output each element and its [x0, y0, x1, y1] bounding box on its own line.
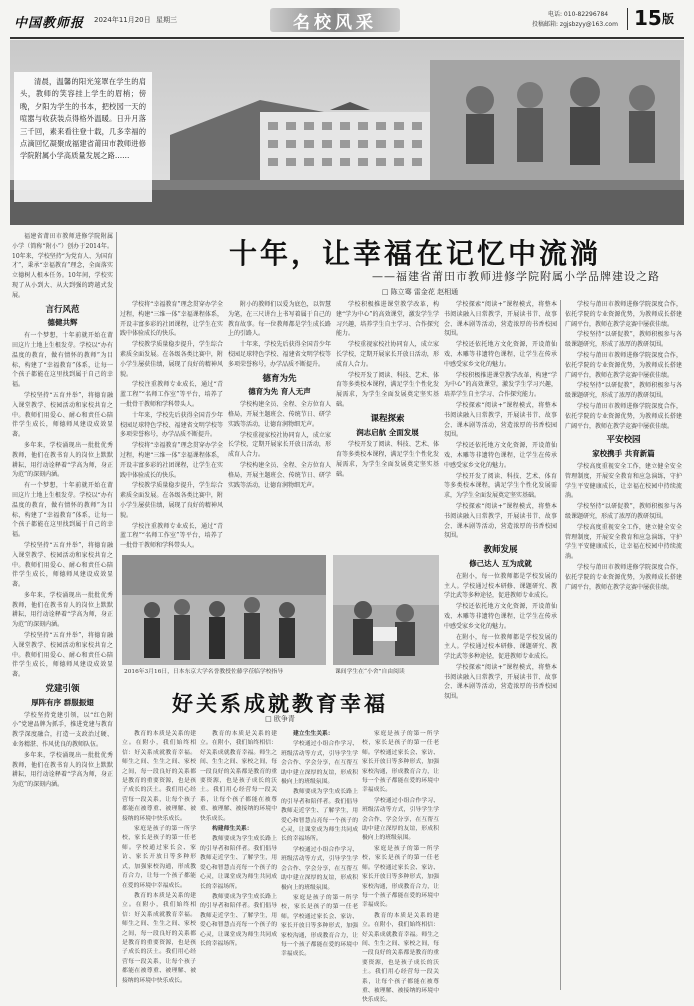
subheading-5: 教师发展 — [483, 545, 518, 556]
visit-photo — [122, 555, 326, 665]
visit-photo-illustration — [122, 555, 326, 665]
subheading-4: 课程探索 — [370, 413, 405, 424]
paragraph: 十年来，学校先后获得全国青少年校园足球特色学校、福建省文明学校等多项荣誉称号，办学品质不断提升。 — [120, 411, 223, 439]
article-column-1 — [12, 232, 113, 987]
paragraph: 教师要成为学生成长路上的引导者和陪伴者。我们倡导教师走近学生、了解学生，用爱心和智慧点亮每一个孩子的心灵，让课堂成为师生共同成长的幸福场所。 — [200, 836, 277, 890]
paragraph: 学校通过小组合作学习、班级活动等方式，引导学生学会合作、学会分享，在互帮互助中建立深厚的友谊，形成积极向上的班级氛围。 — [281, 741, 358, 786]
paragraph: 学校与莆田市教师进修学院深度合作，依托学院的专业资源优势，为教师成长搭建广阔平台，教师在教学竞赛中屡获佳绩。 — [565, 402, 682, 430]
section2-title: 好关系成就教育幸福 — [172, 692, 388, 716]
paragraph: 教育的本质是关系的建立。在附小，我们始终相信：好关系成就教育幸福。师生之间、生生之间、家校之间，每一段良好的关系都是教育的重要资源，也是孩子成长的沃土。我们用心经营每一段关系，让每个孩子都能在被尊重、被理解、被接纳的环境中快乐成长。 — [362, 912, 439, 1004]
paragraph: 教师要成为学生成长路上的引导者和陪伴者。我们倡导教师走近学生、了解学生，用爱心和智慧点亮每一个孩子的心灵，让课堂成为师生共同成长的幸福场所。 — [200, 893, 277, 947]
section2-column-d — [362, 730, 439, 1004]
subheading-5b: 修己达人 互为成就 — [469, 558, 532, 568]
paragraph: 多年来，学校涌现出一批批优秀教师，他们在教书育人的岗位上默默耕耘，用行动诠释着“学高为师，身正为范”的深刻内涵。 — [12, 591, 113, 629]
subheading-2: 党建引领 — [45, 684, 80, 695]
section-banner — [270, 4, 400, 34]
paragraph: 学校坚持“五育并举”，将德育融入课堂教学、校园活动和家校共育之中。教师们用爱心、耐心和责任心陪伴学生成长，师德师风建设成效显著。 — [12, 632, 113, 679]
subheading-3b: 德育为先 育人无声 — [248, 387, 311, 397]
subheading-4b: 润志启航 全面发展 — [356, 427, 419, 437]
paragraph-head: 构建师生关系： — [212, 826, 253, 833]
paragraph: 学校开发了阅读、科技、艺术、体育等多类校本课程，满足学生个性化发展需求，为学生全面发展奠定坚实基础。 — [444, 472, 557, 500]
subheading-6b: 家校携手 共育新篇 — [592, 449, 655, 459]
subheading-1: 言行风范 — [45, 304, 80, 315]
paragraph: 学校坚持党建引领，以“红色附小”党建品牌为抓手，推进党建与教育教学深度融合，打造一支政治过硬、业务精湛、作风优良的教师队伍。 — [12, 711, 113, 749]
section-title: 名校风采 — [293, 13, 377, 33]
paragraph: 学校坚持“以研促教”，教师积极参与各级课题研究，形成了浓厚的教研氛围。 — [565, 503, 682, 520]
paragraph: 学校坚持“以研促教”，教师积极参与各级课题研究，形成了浓厚的教研氛围。 — [565, 382, 682, 400]
paragraph: 学校构建全员、全程、全方位育人格局，开展主题班会、传统节日、研学实践等活动，让德育润物细无声。 — [228, 401, 331, 428]
paragraph: 学校还依托地方文化资源，开设莆仙戏、木雕等非遗特色课程，让学生在传承中感受家乡文化的魅力。 — [444, 603, 557, 630]
section2-column-c — [281, 730, 358, 990]
paragraph: 家庭是孩子的第一所学校，家长是孩子的第一任老师。学校通过家长会、家访、家长开放日等多种形式，加强家校沟通，形成教育合力，让每一个孩子都能在爱的环境中幸福成长。 — [362, 845, 439, 909]
paragraph: 学校与莆田市教师进修学院深度合作，依托学院的专业资源优势，为教师成长搭建广阔平台，教师在教学竞赛中屡获佳绩。 — [565, 301, 682, 328]
paragraph-head: 建立生生关系： — [293, 731, 334, 737]
paragraph: 学校将“幸福教育”理念贯穿办学全过程，构建“三维一体”幸福课程体系，开设丰富多彩的社团课程，让学生在实践中体验成长的快乐。 — [120, 301, 223, 338]
paragraph: 学校与莆田市教师进修学院深度合作，依托学院的专业资源优势，为教师成长搭建广阔平台，教师在教学竞赛中屡获佳绩。 — [565, 351, 682, 379]
article-column-5 — [444, 300, 557, 990]
paragraph: 附小的教师们以爱为底色，以智慧为笔，在三尺讲台上书写着属于自己的教育故事。每一位教师都是学生成长路上的引路人。 — [228, 301, 331, 338]
section2-column-a — [122, 730, 196, 990]
paragraph: 学校开发了阅读、科技、艺术、体育等多类校本课程，满足学生个性化发展需求，为学生全面发展奠定坚实基础。 — [336, 441, 439, 478]
masthead — [0, 0, 694, 40]
subheading-2b: 厚阵有序 群服振翅 — [31, 697, 94, 707]
headline-subtitle: ——福建省莆田市教师进修学院附属小学品牌建设之路 — [372, 270, 660, 283]
column-divider — [116, 232, 117, 987]
paragraph: 学校注重教师专业成长，通过“青蓝工程”“名师工作室”等平台，培养了一批骨干教师和学科带头人。 — [120, 522, 223, 550]
paragraph: 学校开发了阅读、科技、艺术、体育等多类校本课程，满足学生个性化发展需求，为学生全面发展奠定坚实基础。 — [336, 371, 439, 408]
paragraph: 家庭是孩子的第一所学校，家长是孩子的第一任老师。学校通过家长会、家访、家长开放日等多种形式，加强家校沟通，形成教育合力，让每一个孩子都能在爱的环境中幸福成长。 — [122, 826, 196, 889]
visit-photo-caption: 2016年3月16日，日本东京大学名誉教授佐藤学莅临学校指导 — [124, 669, 284, 675]
lead-paragraph: 福建省莆田市教师进修学院附属小学（简称“附小”）创办于2014年。10年来，学校坚持“为党育人、为国育才”，秉承“幸福教育”理念，全面落实立德树人根本任务。10年间，学校实现了从小到大、从大到强的跨越式发展。 — [12, 233, 113, 299]
paragraph: 学校还依托地方文化资源，开设莆仙戏、木雕等非遗特色课程，让学生在传承中感受家乡文化的魅力。 — [444, 442, 557, 469]
paragraph: 有一个梦想，十年前就开始在莆田这片土地上生根发芽。学校以“办有温度的教育，做有情怀的教师”为目标，构建了“幸福教育”体系，让每一个孩子都能在这里找到属于自己的幸福。 — [12, 332, 113, 389]
reading-photo-caption: 课间学生在“小舍”自由阅读 — [335, 669, 405, 675]
headline-title: 十年，让幸福在记忆中流淌 — [228, 237, 601, 270]
section2-authors: □ 欧争青 — [265, 715, 295, 723]
paragraph: 学校坚持“五育并举”，将德育融入课堂教学、校园活动和家校共育之中。教师们用爱心、耐心和责任心陪伴学生成长，师德师风建设成效显著。 — [12, 541, 113, 589]
subheading-3: 德育为先 — [262, 373, 297, 384]
paragraph: 学校注重教师专业成长，通过“青蓝工程”“名师工作室”等平台，培养了一批骨干教师和学科带头人。 — [120, 381, 223, 408]
article-column-4 — [336, 300, 439, 550]
paragraph: 学校教学质量稳步提升，学生综合素质全面发展。在各级各类比赛中，附小学生屡获佳绩，展现了良好的精神风貌。 — [120, 482, 223, 519]
paragraph: 多年来，学校涌现出一批批优秀教师，他们在教书育人的岗位上默默耕耘，用行动诠释着“学高为师，身正为范”的深刻内涵。 — [12, 751, 113, 789]
paragraph: 教育的本质是关系的建立。在附小，我们始终相信：好关系成就教育幸福。师生之间、生生之间、家校之间，每一段良好的关系都是教育的重要资源，也是孩子成长的沃土。我们用心经营每一段关系，让每个孩子都能在被尊重、被理解、被接纳的环境中快乐成长。 — [200, 731, 277, 822]
paragraph: 学校探索“阅读+”课程模式，将整本书阅读融入日常教学，开展读书节、故事会、课本剧等活动，营造浓厚的书香校园氛围。 — [444, 401, 557, 439]
paragraph: 家庭是孩子的第一所学校，家长是孩子的第一任老师。学校通过家长会、家访、家长开放日等多种形式，加强家校沟通，形成教育合力，让每一个孩子都能在爱的环境中幸福成长。 — [281, 894, 358, 958]
paragraph: 家庭是孩子的第一所学校，家长是孩子的第一任老师。学校通过家长会、家访、家长开放日等多种形式，加强家校沟通，形成教育合力，让每一个孩子都能在爱的环境中幸福成长。 — [362, 731, 439, 794]
paragraph: 教育的本质是关系的建立。在附小，我们始终相信：好关系成就教育幸福。师生之间、生生之间、家校之间，每一段良好的关系都是教育的重要资源，也是孩子成长的沃土。我们用心经营每一段关系，让每个孩子都能在被尊重、被理解、被接纳的环境中快乐成长。 — [122, 731, 196, 822]
paragraph: 十年来，学校先后获得全国青少年校园足球特色学校、福建省文明学校等多项荣誉称号，办学品质不断提升。 — [228, 341, 331, 368]
paragraph: 学校积极推进课堂教学改革，构建“学为中心”的高效课堂，激发学生学习兴趣，培养学生自主学习、合作探究能力。 — [444, 371, 557, 399]
paragraph: 学校通过小组合作学习、班级活动等方式，引导学生学会合作、学会分享，在互帮互助中建立深厚的友谊，形成积极向上的班级氛围。 — [281, 846, 358, 891]
article-column-3 — [228, 300, 331, 550]
issue-date: 2024年11月20日 — [94, 16, 151, 24]
paragraph: 学校重视家校社协同育人，成立家长学校，定期开展家长开放日活动，形成育人合力。 — [228, 431, 331, 459]
issue-weekday: 星期三 — [156, 16, 177, 24]
contact-email: 投稿邮箱: zgjsbzyy@163.com — [532, 21, 618, 28]
intro-text: 清晨，温馨的阳光笼罩在学生的肩头，教师的笑容挂上学生的眉梢；傍晚，夕阳为学生的书本，把校园一天的喧嚣与收获装点得格外温暖。日升月落三千回，素来看往登十载，几多幸福的点滴回忆凝聚成福建省莆田市教师进修学院附属小学高质量发展之路…… — [20, 77, 146, 161]
paragraph: 教育的本质是关系的建立。在附小，我们始终相信：好关系成就教育幸福。师生之间、生生之间、家校之间，每一段良好的关系都是教育的重要资源，也是孩子成长的沃土。我们用心经营每一段关系，让每个孩子都能在被尊重、被理解、被接纳的环境中快乐成长。 — [122, 892, 196, 984]
subheading-6: 平安校园 — [606, 435, 641, 446]
paragraph: 学校探索“阅读+”课程模式，将整本书阅读融入日常教学，开展读书节、故事会、课本剧等活动，营造浓厚的书香校园氛围。 — [444, 502, 557, 540]
section2-column-b — [200, 730, 277, 990]
paragraph: 有一个梦想，十年前就开始在莆田这片土地上生根发芽。学校以“办有温度的教育，做有情怀的教师”为目标，构建了“幸福教育”体系，让每一个孩子都能在这里找到属于自己的幸福。 — [12, 482, 113, 539]
paragraph: 学校探索“阅读+”课程模式，将整本书阅读融入日常教学，开展读书节、故事会、课本剧等活动，营造浓厚的书香校园氛围。 — [444, 663, 557, 701]
masthead-divider — [627, 8, 628, 30]
paragraph: 学校教学质量稳步提升，学生综合素质全面发展。在各级各类比赛中，附小学生屡获佳绩，展现了良好的精神风貌。 — [120, 341, 223, 378]
headline-authors: □ 陈立骞 雷金花 赵相通 — [381, 288, 459, 296]
paragraph: 学校通过小组合作学习、班级活动等方式，引导学生学会合作、学会分享，在互帮互助中建立深厚的友谊，形成积极向上的班级氛围。 — [362, 797, 439, 842]
paragraph: 学校构建全员、全程、全方位育人格局，开展主题班会、传统节日、研学实践等活动，让德育润物细无声。 — [228, 461, 331, 489]
paragraph: 学校高度重视安全工作，建立健全安全管理制度，开展安全教育和应急演练，守护学生平安健康成长，让幸福在校园中持续流淌。 — [565, 462, 682, 500]
subheading-1b: 德健共辉 — [47, 318, 78, 328]
article-column-6 — [565, 300, 682, 990]
contact-phone: 电话: 010-82296784 — [548, 11, 609, 18]
paragraph: 学校探索“阅读+”课程模式，将整本书阅读融入日常教学，开展读书节、故事会、课本剧等活动，营造浓厚的书香校园氛围。 — [444, 301, 557, 338]
page-label: 版 — [662, 12, 675, 26]
paragraph: 学校重视家校社协同育人，成立家长学校，定期开展家长开放日活动，形成育人合力。 — [336, 341, 439, 368]
masthead-rule — [10, 37, 684, 39]
paragraph: 学校与莆田市教师进修学院深度合作，依托学院的专业资源优势，为教师成长搭建广阔平台，教师在教学竞赛中屡获佳绩。 — [565, 563, 682, 591]
page-number: 15 — [634, 6, 662, 30]
paragraph: 学校将“幸福教育”理念贯穿办学全过程，构建“三维一体”幸福课程体系，开设丰富多彩的社团课程，让学生在实践中体验成长的快乐。 — [120, 442, 223, 479]
paragraph: 多年来，学校涌现出一批批优秀教师，他们在教书育人的岗位上默默耕耘，用行动诠释着“学高为师，身正为范”的深刻内涵。 — [12, 441, 113, 479]
paragraph: 学校高度重视安全工作，建立健全安全管理制度，开展安全教育和应急演练，守护学生平安健康成长，让幸福在校园中持续流淌。 — [565, 523, 682, 561]
paragraph: 教师要成为学生成长路上的引导者和陪伴者。我们倡导教师走近学生、了解学生，用爱心和智慧点亮每一个孩子的心灵，让课堂成为师生共同成长的幸福场所。 — [281, 789, 358, 843]
newspaper-logo: 中国教师报 — [14, 16, 85, 31]
paragraph: 学校积极推进课堂教学改革，构建“学为中心”的高效课堂，激发学生学习兴趣，培养学生自主学习、合作探究能力。 — [336, 301, 439, 338]
paragraph: 在附小，每一位教师都是学校发展的主人。学校通过校本研修、课题研究、教学比武等多种途径，促进教师专业成长。 — [444, 572, 557, 600]
reading-photo — [333, 555, 439, 665]
reading-photo-illustration — [333, 555, 439, 665]
intro-box — [14, 72, 152, 202]
paragraph: 学校坚持“五育并举”，将德育融入课堂教学、校园活动和家校共育之中。教师们用爱心、耐心和责任心陪伴学生成长，师德师风建设成效显著。 — [12, 391, 113, 439]
paragraph: 在附小，每一位教师都是学校发展的主人。学校通过校本研修、课题研究、教学比武等多种途径，促进教师专业成长。 — [444, 633, 557, 661]
column-divider — [560, 300, 561, 990]
paragraph: 学校坚持“以研促教”，教师积极参与各级课题研究，形成了浓厚的教研氛围。 — [565, 331, 682, 349]
paragraph: 学校还依托地方文化资源，开设莆仙戏、木雕等非遗特色课程，让学生在传承中感受家乡文化的魅力。 — [444, 341, 557, 368]
